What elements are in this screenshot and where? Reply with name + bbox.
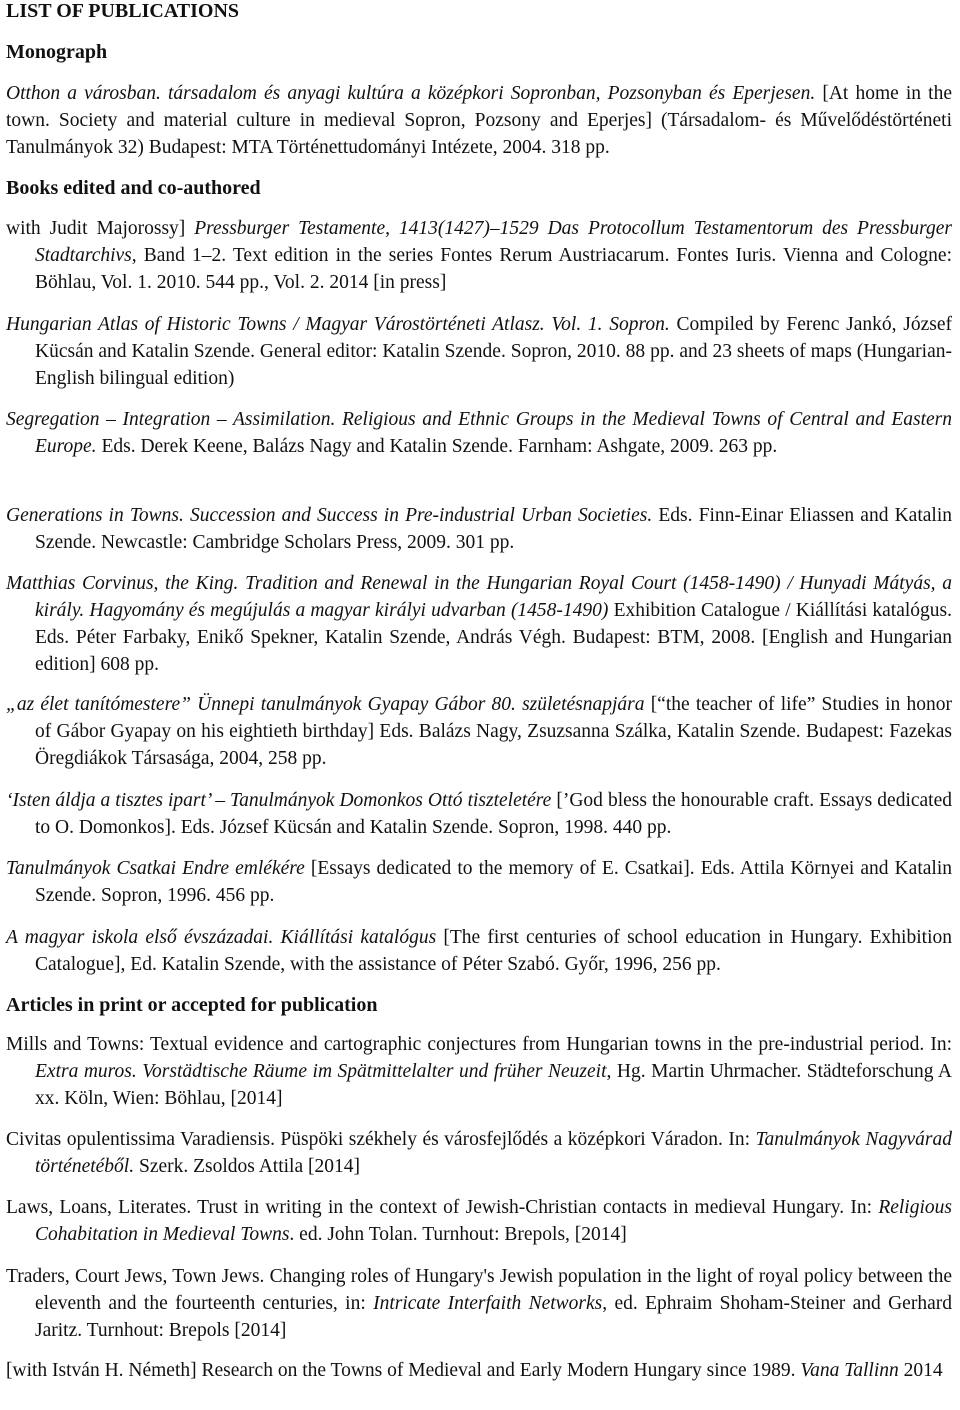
book-title: Pressburger Testamente, 1413(1427)–1529 Das Protocollum Testamentorum des Pressburger Stadtarchivs <box>35 218 952 266</box>
monograph-title: Otthon a városban. társadalom és anyagi kultúra a középkori Sopronban, Pozsonyban és Eperjesen. <box>6 83 816 104</box>
book-entry <box>6 855 952 909</box>
article-details: , Hg. Martin Uhrmacher. Städteforschung A xx. Köln, Wien: Böhlau, [2014] <box>35 1061 952 1109</box>
book-details: Exhibition Catalogue / Kiállítási katalógus. Eds. Péter Farbaky, Enikő Spekner, Katalin Szende, András Végh. Budapest: BTM, 2008. [English and Hungarian edition] 608 pp. <box>35 600 953 675</box>
monograph-details: [At home in the town. Society and material culture in medieval Sopron, Pozsony and Eperjes] (Társadalom- és Művelődéstörténeti Tanulmányok 32) Budapest: MTA Történettudományi Intézete, 2004. 318 pp. <box>6 83 953 158</box>
page-title: LIST OF PUBLICATIONS <box>6 0 240 22</box>
book-entry <box>6 406 952 460</box>
book-details: [The first centuries of school education in Hungary. Exhibition Catalogue], Ed. Katalin Szende, with the assistance of Péter Szabó. Győr, 1996, 256 pp. <box>35 927 952 975</box>
article-source: Religious Cohabitation in Medieval Towns <box>35 1197 952 1245</box>
book-details: [’God bless the honourable craft. Essays dedicated to O. Domonkos]. Eds. József Kücsán and Katalin Szende. Sopron, 1998. 440 pp. <box>35 790 952 838</box>
book-title: „az élet tanítómestere” Ünnepi tanulmányok Gyapay Gábor 80. születésnapjára <box>6 694 645 715</box>
book-title: Tanulmányok Csatkai Endre emlékére <box>6 858 305 879</box>
book-prefix: with Judit Majorossy] <box>6 218 195 239</box>
book-title: ‘Isten áldja a tisztes ipart’ – Tanulmányok Domonkos Ottó tiszteletére <box>6 790 552 811</box>
book-title: Hungarian Atlas of Historic Towns / Magyar Várostörténeti Atlasz. Vol. 1. Sopron. <box>6 314 670 335</box>
book-entry <box>6 787 952 841</box>
book-entry <box>6 502 952 556</box>
article-details: Szerk. Zsoldos Attila [2014] <box>134 1156 360 1177</box>
article-title: [with István H. Németh] Research on the Towns of Medieval and Early Modern Hungary since 1989. <box>6 1360 801 1381</box>
article-details: . ed. John Tolan. Turnhout: Brepols, [2014] <box>289 1224 627 1245</box>
article-source: Vana Tallinn <box>800 1360 899 1381</box>
book-details: [“the teacher of life” Studies in honor of Gábor Gyapay on his eightieth birthday] Eds. Balázs Nagy, Zsuzsanna Szálka, Katalin Szende. Budapest: Fazekas Öregdiákok Társasága, 2004, 258 pp. <box>35 694 952 769</box>
article-title: Civitas opulentissima Varadiensis. Püspöki székhely és városfejlődés a középkori Váradon. In: <box>6 1129 756 1150</box>
article-entry <box>6 1194 952 1248</box>
article-title: Traders, Court Jews, Town Jews. Changing roles of Hungary's Jewish population in the light of royal policy between the eleventh and the fourteenth centuries, in: <box>6 1266 952 1314</box>
article-entry <box>6 1126 952 1180</box>
article-entry <box>6 1357 952 1384</box>
book-title: Generations in Towns. Succession and Success in Pre-industrial Urban Societies. <box>6 505 653 526</box>
book-entry <box>6 311 952 392</box>
book-entry <box>6 215 952 296</box>
book-details: Compiled by Ferenc Jankó, József Kücsán and Katalin Szende. General editor: Katalin Szende. Sopron, 2010. 88 pp. and 23 sheets of maps (Hungarian-English bilingual edition) <box>35 314 952 389</box>
article-source: Intricate Interfaith Networks <box>373 1293 603 1314</box>
book-details: Eds. Finn-Einar Eliassen and Katalin Szende. Newcastle: Cambridge Scholars Press, 2009. 301 pp. <box>35 505 952 553</box>
book-details: Eds. Derek Keene, Balázs Nagy and Katalin Szende. Farnham: Ashgate, 2009. 263 pp. <box>96 436 778 457</box>
article-entry <box>6 1263 952 1344</box>
book-title: Matthias Corvinus, the King. Tradition and Renewal in the Hungarian Royal Court (1458-1490) / Hunyadi Mátyás, a király. Hagyomány és megújulás a magyar királyi udvarban (1458-1490) <box>6 573 952 621</box>
book-entry <box>6 691 952 772</box>
article-title: Laws, Loans, Literates. Trust in writing in the context of Jewish-Christian contacts in medieval Hungary. In: <box>6 1197 879 1218</box>
article-source: Extra muros. Vorstädtische Räume im Spätmittelalter und früher Neuzeit <box>35 1061 607 1082</box>
article-details: 2014 <box>898 1360 943 1381</box>
section-heading-monograph: Monograph <box>6 41 108 63</box>
section-heading-articles: Articles in print or accepted for publication <box>6 994 378 1016</box>
article-details: , ed. Ephraim Shoham-Steiner and Gerhard Jaritz. Turnhout: Brepols [2014] <box>35 1293 952 1341</box>
book-entry <box>6 924 952 978</box>
book-details: , Band 1–2. Text edition in the series Fontes Rerum Austriacarum. Fontes Iuris. Vienna and Cologne: Böhlau, Vol. 1. 2010. 544 pp., Vol. 2. 2014 [in press] <box>35 245 952 293</box>
book-entry <box>6 570 952 678</box>
article-entry <box>6 1031 952 1112</box>
book-title: A magyar iskola első évszázadai. Kiállítási katalógus <box>6 927 437 948</box>
section-heading-books: Books edited and co-authored <box>6 177 261 199</box>
book-title: Segregation – Integration – Assimilation. Religious and Ethnic Groups in the Medieval Towns of Central and Eastern Europe. <box>6 409 952 457</box>
article-source: Tanulmányok Nagyvárad történetéből. <box>35 1129 952 1177</box>
monograph-entry <box>6 80 952 161</box>
book-details: [Essays dedicated to the memory of E. Csatkai]. Eds. Attila Környei and Katalin Szende. Sopron, 1996. 456 pp. <box>35 858 952 906</box>
article-title: Mills and Towns: Textual evidence and cartographic conjectures from Hungarian towns in the pre-industrial period. In: <box>6 1034 952 1055</box>
